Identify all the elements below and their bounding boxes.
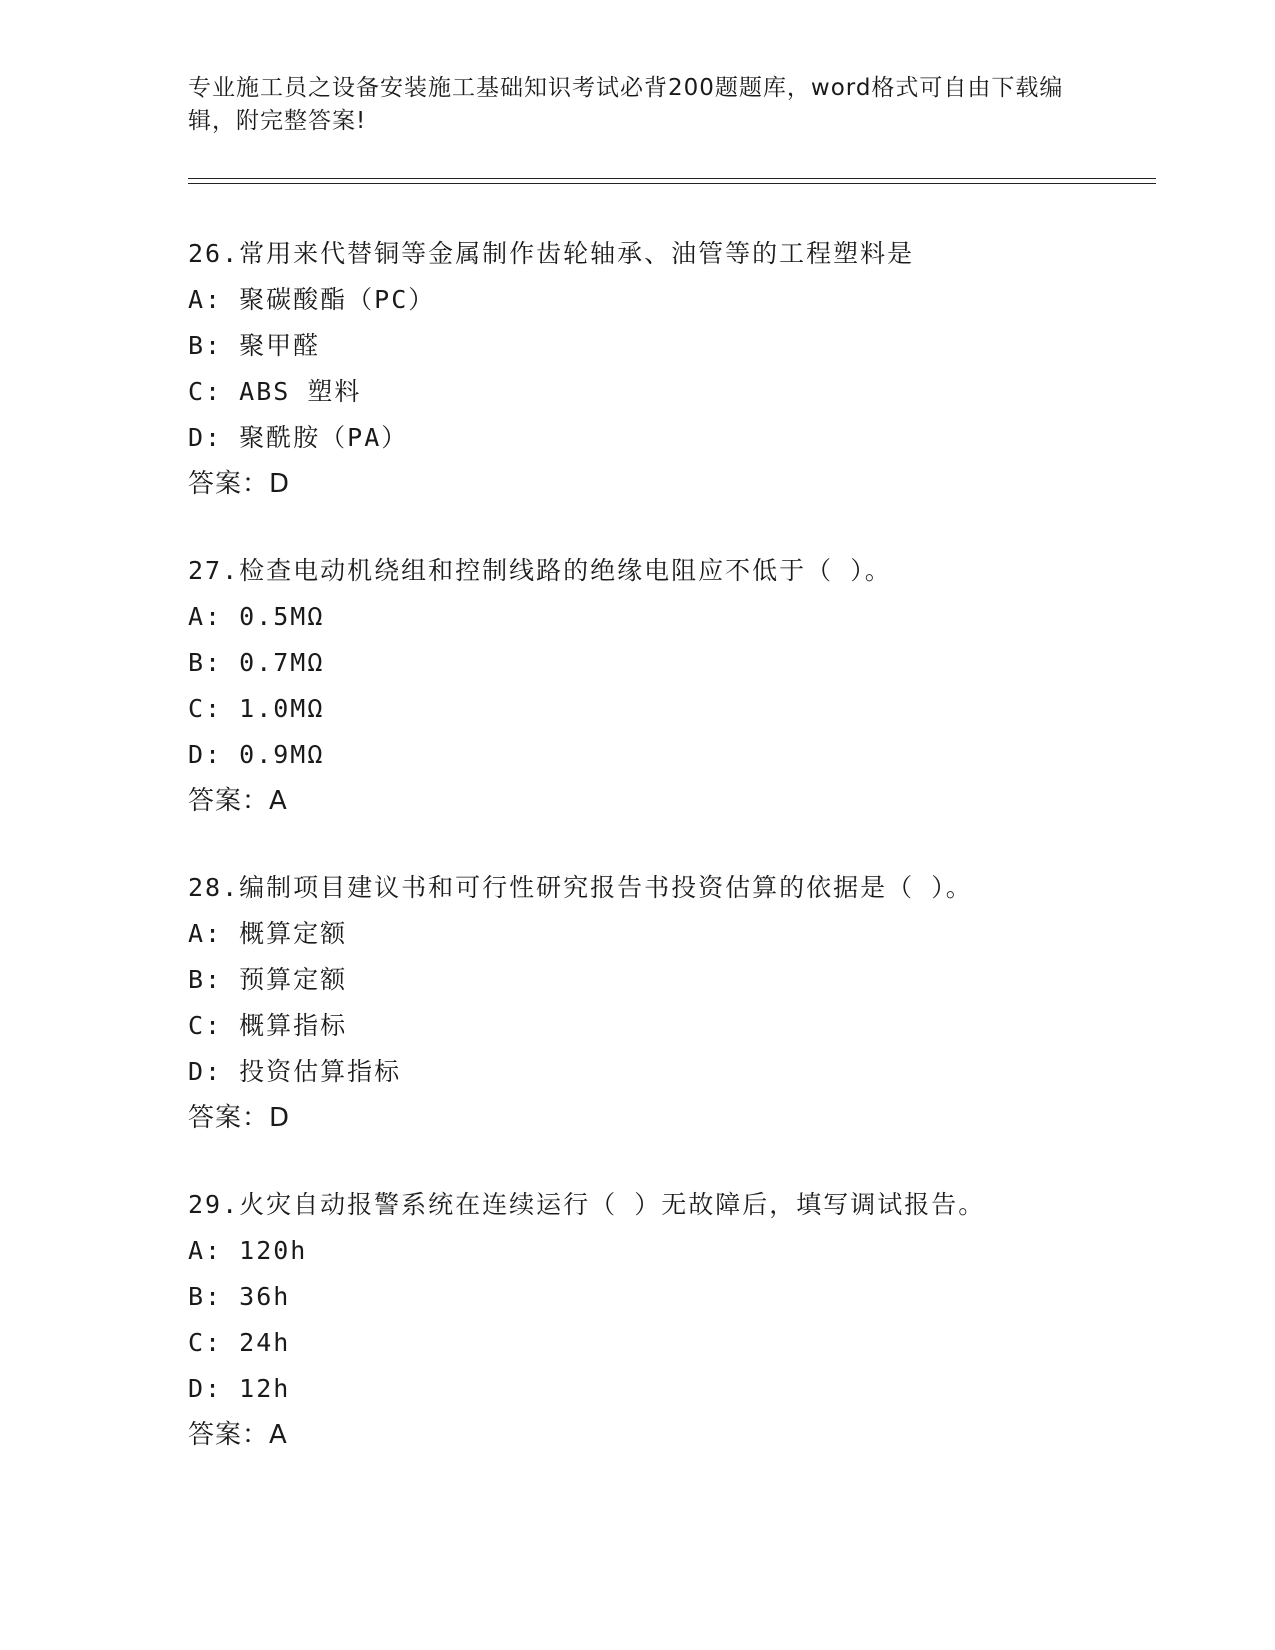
option-b: B: 聚甲醛 xyxy=(188,331,321,360)
question-stem: 26.常用来代替铜等金属制作齿轮轴承、油管等的工程塑料是 xyxy=(188,239,915,268)
option-c: C: ABS 塑料 xyxy=(188,377,362,406)
answer: 答案：D xyxy=(188,469,291,499)
header-divider-bottom xyxy=(188,183,1156,184)
option-c: C: 概算指标 xyxy=(188,1011,348,1040)
option-d: D: 投资估算指标 xyxy=(188,1057,402,1086)
question-stem: 28.编制项目建议书和可行性研究报告书投资估算的依据是（ ）。 xyxy=(188,873,973,902)
option-a: A: 概算定额 xyxy=(188,919,348,948)
answer: 答案：A xyxy=(188,786,288,816)
question-28 xyxy=(188,865,1148,1141)
option-a: A: 120h xyxy=(188,1236,308,1265)
option-b: B: 36h xyxy=(188,1282,291,1311)
document-header: 专业施工员之设备安装施工基础知识考试必背200题题库，word格式可自由下载编辑，附完整答案! xyxy=(188,75,1064,134)
option-c: C: 1.0MΩ xyxy=(188,694,325,723)
question-stem: 29.火灾自动报警系统在连续运行（ ）无故障后，填写调试报告。 xyxy=(188,1190,986,1219)
answer: 答案：D xyxy=(188,1103,291,1133)
option-d: D: 12h xyxy=(188,1374,291,1403)
question-stem: 27.检查电动机绕组和控制线路的绝缘电阻应不低于（ ）。 xyxy=(188,556,892,585)
header-divider-top xyxy=(188,178,1156,179)
option-a: A: 聚碳酸酯（PC） xyxy=(188,285,436,314)
option-d: D: 0.9MΩ xyxy=(188,740,325,769)
answer: 答案：A xyxy=(188,1420,288,1450)
option-b: B: 预算定额 xyxy=(188,965,348,994)
option-a: A: 0.5MΩ xyxy=(188,602,325,631)
question-26 xyxy=(188,231,1148,507)
option-d: D: 聚酰胺（PA） xyxy=(188,423,409,452)
question-27 xyxy=(188,548,1148,824)
option-c: C: 24h xyxy=(188,1328,291,1357)
option-b: B: 0.7MΩ xyxy=(188,648,325,677)
question-29 xyxy=(188,1182,1148,1458)
